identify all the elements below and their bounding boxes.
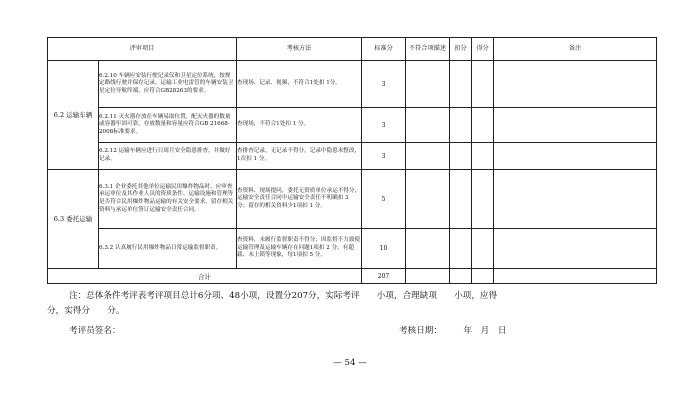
score-cell xyxy=(472,61,494,108)
standard-score-value: 3 xyxy=(362,108,406,143)
header-row xyxy=(48,38,657,61)
evaluator-signature-label: 考评员签名： xyxy=(69,326,121,336)
header-nonconform-desc: 不符合项描述 xyxy=(406,38,450,61)
nonconform-cell xyxy=(406,269,450,284)
remark-cell xyxy=(494,229,657,269)
score-cell xyxy=(472,269,494,284)
footnote-line-2: 分，实得分 分。 xyxy=(47,306,125,316)
deduct-cell xyxy=(450,170,472,229)
remark-cell xyxy=(494,269,657,284)
score-cell xyxy=(472,143,494,170)
standard-score-value: 5 xyxy=(362,170,406,229)
total-label: 合计 xyxy=(48,269,362,284)
remark-cell xyxy=(494,108,657,143)
method-text: 查资料、现场提问，委托无资质单位承运不得分；运输安全责任合同中运输安全责任不明确扣 3 分；留存的相关资料少1项扣 1 分。 xyxy=(237,170,362,229)
table-row xyxy=(48,61,657,108)
method-text: 查排查记录，无记录不得分，记录中隐患未整改，1次扣 1 分。 xyxy=(237,143,362,170)
score-cell xyxy=(472,229,494,269)
header-score: 得分 xyxy=(472,38,494,61)
header-standard-score: 标准分 xyxy=(362,38,406,61)
score-cell xyxy=(472,170,494,229)
table-row xyxy=(48,143,657,170)
deduct-cell xyxy=(450,229,472,269)
section-name: 6.2 运输车辆 xyxy=(48,61,99,170)
header-deduct: 扣分 xyxy=(450,38,472,61)
table-row xyxy=(48,229,657,269)
total-row xyxy=(48,269,657,284)
standard-score-value: 3 xyxy=(362,143,406,170)
deduct-cell xyxy=(450,61,472,108)
nonconform-cell xyxy=(406,143,450,170)
table-row xyxy=(48,108,657,143)
score-cell xyxy=(472,108,494,143)
remark-cell xyxy=(494,170,657,229)
method-text: 查现场，不符合1处扣 1 分。 xyxy=(237,108,362,143)
item-text: 6.2.11 灭火器存放在车辆易取位置，配灭火器的数量或容器牢固可靠，存放数量和容量应符合GB 21668-2008标准要求。 xyxy=(99,108,237,143)
nonconform-cell xyxy=(406,108,450,143)
item-text: 6.3.1 企业委托其他单位运输民用爆炸物品时，应审查承运单位及其作业人员的资质条件、运输设施和管理等是否符合民用爆炸物品运输的有关安全要求，留存相关资料与承运单位签订运输安全责任合同。 xyxy=(99,170,237,229)
remark-cell xyxy=(494,61,657,108)
nonconform-cell xyxy=(406,61,450,108)
header-method: 考核方法 xyxy=(237,38,362,61)
nonconform-cell xyxy=(406,170,450,229)
footnote-line-1: 注：总体条件考评表考评项目总计6分项、48小项，设置分207分，实际考评 小项，合理缺项 小项，应得 xyxy=(69,291,498,301)
evaluation-date-label: 考核日期： 年 月 日 xyxy=(399,326,507,336)
item-text: 6.2.12 运输车辆应进行日周月安全隐患排查，并做好记录。 xyxy=(99,143,237,170)
section-name: 6.3 委托运输 xyxy=(48,170,99,269)
method-text: 查资料，未履行监督职责不得分；因监督不力致使运输管理及运输车辆存在问题1项扣 2 分，有超载、未上锁等现象，每1项扣 5 分。 xyxy=(237,229,362,269)
table-row xyxy=(48,170,657,229)
deduct-cell xyxy=(450,143,472,170)
deduct-cell xyxy=(450,108,472,143)
page-number: — 54 — xyxy=(333,358,367,368)
standard-score-value: 3 xyxy=(362,61,406,108)
item-text: 6.2.10 车辆应安装行驶记录仪和卫星定位系统，按规定路线行驶并保存记录，运输工业电雷管的车辆安装卫星定位导航终端，应符合GB28263的要求。 xyxy=(99,61,237,108)
method-text: 查现场、记录、视频，不符合1处扣 1分。 xyxy=(237,61,362,108)
nonconform-cell xyxy=(406,229,450,269)
header-review-item: 评审项目 xyxy=(48,38,237,61)
item-text: 6.3.2 认真履行民用爆炸物品日常运输监督职责。 xyxy=(99,229,237,269)
header-remark: 备注 xyxy=(494,38,657,61)
deduct-cell xyxy=(450,269,472,284)
remark-cell xyxy=(494,143,657,170)
footnote xyxy=(47,289,667,319)
total-score-value: 207 xyxy=(362,269,406,284)
review-table xyxy=(47,37,657,284)
standard-score-value: 10 xyxy=(362,229,406,269)
